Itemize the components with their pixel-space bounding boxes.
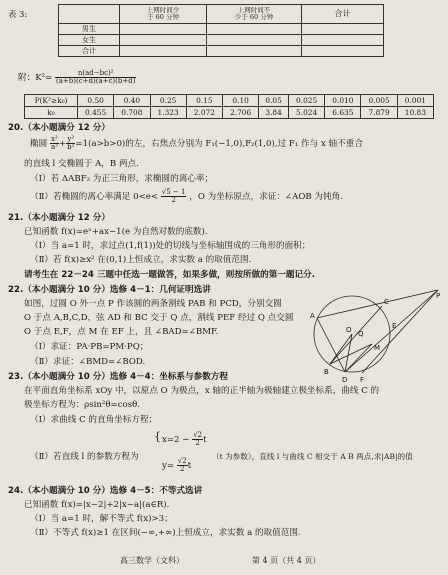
table-row	[59, 24, 384, 35]
q21-line1: 已知函数 f(x)=eˣ+ax−1(e 为自然对数的底数).	[24, 227, 208, 237]
secant-pab	[317, 290, 441, 318]
param-eq-x: x=2 − $\frac{√2}{2}$ t	[162, 431, 207, 447]
label-c: C	[384, 298, 389, 306]
label-a: A	[310, 312, 315, 320]
table-cell: 0.025	[288, 95, 324, 107]
label-o: O	[346, 326, 352, 334]
q23-part2-lead: （Ⅱ）若直线 l 的参数方程为	[30, 452, 139, 462]
table-cell: 0.708	[114, 107, 150, 119]
formula-numerator: n(ad−bc)²	[55, 70, 136, 78]
q20-line1: 椭圆 $\frac{\text{x²}}{\text{a²}}$ + $\frac{\text{y²}}{\text{b²}}$ =1(a>b>0)的左，右焦点分别为 F₁(−1,0),F₂(1,0),过 F₁ 作与 x 轴不重合	[30, 135, 363, 151]
table-cell: 0.50	[78, 95, 114, 107]
table-row	[25, 95, 434, 107]
label-f: F	[360, 376, 365, 384]
table-cell: 0.455	[78, 107, 114, 119]
table-cell: 0.010	[325, 95, 361, 107]
col3-header: 合计	[302, 5, 384, 24]
q24-part1: （Ⅰ）当 a=1 时，解不等式 f(x)>3；	[30, 514, 173, 524]
q20-part2: （Ⅱ）若椭圆的离心率满足 0<e< $\frac{√5 - 1}{2}$ ，O 为坐标原点，求证：∠AOB 为钝角.	[30, 188, 343, 204]
table-cell: 5.024	[288, 107, 324, 119]
q21-part1: （Ⅰ）当 a=1 时，求过点(1,f(1))处的切线与坐标轴围成的三角形的面积；	[30, 241, 311, 251]
q23-part2-tail: （t 为参数），直线 l 与曲线 C 相交于 A B 两点,求|AB|的值	[212, 452, 413, 461]
q20-line2: 的直线 l 交椭圆于 A，B 两点.	[24, 159, 139, 169]
q21-title: 21.（本小题满分 12 分）	[8, 213, 110, 223]
q24-part2: （Ⅱ）不等式 f(x)≥1 在区间(−∞,+∞)上恒成立，求实数 a 的取值范围.	[30, 528, 301, 538]
table-cell: 10.83	[397, 107, 433, 119]
table-row	[25, 107, 434, 119]
table-cell: 3.84	[259, 107, 289, 119]
q24-title: 24.（本小题满分 10 分）选修 4－5：不等式选讲	[8, 486, 203, 496]
q23-part1: （Ⅰ）求曲线 C 的直角坐标方程；	[30, 415, 158, 425]
col1-header-line2: 于 60 分钟	[147, 13, 179, 21]
label-d: D	[342, 376, 348, 384]
label-p: P	[436, 292, 441, 300]
system-brace: {	[154, 430, 161, 443]
row-label: 女生	[59, 35, 120, 46]
col1-header-line1: 上网时间少	[146, 5, 180, 14]
q20-part1: （Ⅰ）若 ΔABF₂ 为正三角形，求椭圆的离心率；	[30, 174, 214, 184]
table-cell: 6.635	[325, 107, 361, 119]
q23-title: 23.（本小题满分 10 分）选修 4－4：坐标系与参数方程	[8, 372, 228, 382]
q22-line3: O 于点 E,F，点 M 在 EF 上，且 ∠BAD=∠BMF.	[24, 327, 219, 337]
q20-title: 20.（本小题满分 12 分）	[8, 123, 110, 133]
q22-line2: O 于点 A,B,C,D，弦 AD 和 BC 交于 Q 点，割线 PEF 经过 Q 点交圆	[24, 313, 294, 323]
circle-secant-figure	[300, 284, 446, 386]
table3-label: 表 3:	[8, 9, 28, 19]
q21-part2: （Ⅱ）若 f(x)≥x² 在(0,1)上恒成立，求实数 a 的取值范围.	[30, 255, 252, 265]
param-eq-y: y= $\frac{√2}{2}$ t	[162, 457, 192, 473]
row-label: 男生	[59, 24, 120, 35]
col2-header-line1: 上网时间不	[237, 5, 271, 14]
table-cell: 2.706	[223, 107, 259, 119]
col2-header-line2: 少于 60 分钟	[234, 13, 274, 21]
label-q: Q	[358, 330, 364, 338]
q23-line1: 在平面直角坐标系 xOy 中，以原点 O 为极点，x 轴的正半轴为极轴建立极坐标系，曲线 C 的	[24, 386, 380, 396]
chord-bc	[330, 306, 382, 364]
label-m: M	[374, 344, 381, 352]
row-header: P(K²≥k₀)	[25, 95, 78, 107]
q22-part2: （Ⅱ）求证：∠BMD=∠BOD.	[30, 357, 146, 367]
table-cell: 0.005	[361, 95, 397, 107]
formula-prefix: 附：K²=	[18, 73, 53, 83]
footer-page-number: 第 4 页（共 4 页）	[252, 556, 321, 565]
table-row	[59, 46, 384, 57]
table-cell: 7.879	[361, 107, 397, 119]
table-cell: 0.15	[186, 95, 222, 107]
row-label: 合计	[59, 46, 120, 57]
notice: 请考生在 22－24 三题中任选一题做答，如果多做，则按所做的第一题记分.	[24, 270, 315, 280]
footer-subject: 高三数学（文科）	[120, 556, 184, 565]
table-cell: 0.10	[223, 95, 259, 107]
table-cell: 0.25	[150, 95, 186, 107]
table-cell: 0.05	[259, 95, 289, 107]
row-header: k₀	[25, 107, 78, 119]
q23-line2: 极坐标方程为：ρsin²θ=cosθ.	[24, 400, 141, 410]
table-row	[59, 35, 384, 46]
contingency-table	[58, 4, 384, 57]
q22-line1: 如图，过圆 O 外一点 P 作该圆的两条割线 PAB 和 PCD，分别交圆	[24, 299, 282, 309]
k2-formula	[18, 70, 136, 85]
label-e: E	[392, 322, 397, 330]
table-cell: 2.072	[186, 107, 222, 119]
q22-part1: （Ⅰ）求证：PA·PB=PM·PQ；	[30, 342, 149, 352]
q24-line1: 已知函数 f(x)=|x−2|+2|x−a|(a∈R).	[24, 500, 170, 510]
table-cell: 1.323	[150, 107, 186, 119]
formula-denominator: (a+b)(c+d)(a+c)(b+d)	[56, 77, 136, 85]
label-b: B	[324, 368, 329, 376]
table-cell: 0.40	[114, 95, 150, 107]
critical-value-table	[24, 94, 434, 119]
q22-title: 22.（本小题满分 10 分）选修 4－1：几何证明选讲	[8, 285, 211, 295]
table-cell: 0.001	[397, 95, 433, 107]
